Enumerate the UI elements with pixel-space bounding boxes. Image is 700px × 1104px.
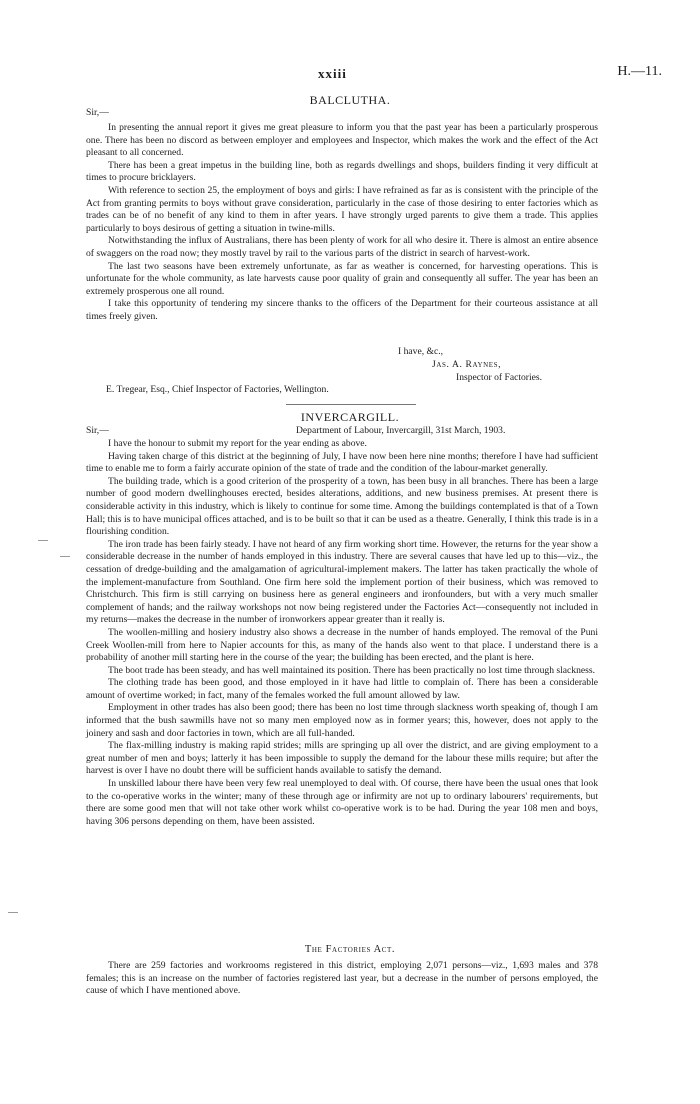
paragraph: The iron trade has been fairly steady. I have not heard of any firm working short time. However, the returns for the year show a considerable decrease in the number of hands employed in this industry. There are several causes that have led up to this—viz., the cessation of dredge-building and the amalgamation of agricultural-implement makers. The latter has taken practically the whole of the implement-manufacture from Southland. One firm here sold the implement portion of their business, which was removed to Christchurch. This firm is still carrying on business here as general engineers and ironfounders, but with a very much smaller complement of hands; and the railway workshops not now being registered under the Factories Act—consequently not included in my returns—makes the decrease in the number of ironworkers appear greater than it really is. (86, 538, 598, 626)
paragraph: With reference to section 25, the employment of boys and girls: I have refrained as far as is consistent with the principle of the Act from granting permits to boys without grave consideration, particularly in the case of those desiring to enter factories which as trades can be of no benefit of any kind to them in after years. I have strongly urged parents to give them a trade. This applies particularly to boys desirous of getting a situation in twine-mills. (86, 184, 598, 234)
paragraph: Notwithstanding the influx of Australians, there has been plenty of work for all who desire it. There is almost an entire absence of swaggers on the road now; they mostly travel by rail to the various parts of the district in search of harvest-work. (86, 235, 598, 259)
scan-mark (60, 556, 70, 557)
page-number: xxiii (318, 66, 347, 81)
paragraph: The last two seasons have been extremely unfortunate, as far as weather is concerned, for harvesting operations. This is unfortunate for the whole community, as late harvests cause poor quality of grain and consequently all suffer. The year has been an extremely prosperous one all round. (86, 260, 598, 297)
paragraph: Employment in other trades has also been good; there has been no lost time through slackness worth speaking of, though I am informed that the bush sawmills have not so many men employed now as in former years; this, however, does not apply to the joinery and sash and door factories in town, which are all full-handed. (86, 702, 598, 739)
paragraph: The woollen-milling and hosiery industry also shows a decrease in the number of hands employed. The removal of the Puni Creek Woollen-mill from here to Napier accounts for this, as many of the hands also went to that place. I understand there is a probability of another mill starting here in the course of the year; the building has been erected, and the plant is here. (86, 626, 598, 664)
section-title-balclutha: BALCLUTHA. (309, 93, 391, 107)
scan-mark (38, 540, 48, 541)
paragraph: The boot trade has been steady, and has well maintained its position. There has been practically no lost time through slackness. (108, 664, 596, 676)
subheading-factories-act: The Factories Act. (304, 944, 396, 955)
paragraph: The clothing trade has been good, and those employed in it have had little to complain of. There has been a considerable amount of overtime worked; in fact, many of the females worked the full amount allowed by law. (86, 677, 598, 701)
signature-title: Inspector of Factories. (456, 372, 543, 383)
factories-act-body (86, 960, 598, 998)
paragraph: I take this opportunity of tendering my sincere thanks to the officers of the Department for their courteous assistance at all times freely given. (86, 298, 598, 322)
scan-mark (8, 912, 18, 913)
paragraph: The flax-milling industry is making rapid strides; mills are springing up all over the district, and are giving employment to a great number of men and boys; latterly it has been impossible to supply the demand for the labour these mills require; but after the harvest is over I have no doubt there will be sufficient hands available to satisfy the demand. (86, 740, 598, 777)
paragraph: In presenting the annual report it gives me great pleasure to inform you that the past year has been a particularly prosperous one. There has been no discord as between employer and employees and Inspector, which makes the work and the effect of the Act pleasant to all concerned. (86, 122, 598, 159)
paragraph: There has been a great impetus in the building line, both as regards dwellings and shops, builders finding it very difficult at times to procure bricklayers. (86, 159, 598, 184)
paragraph: The building trade, which is a good criterion of the prosperity of a town, has been busy in all branches. There has been a large number of good modern dwellinghouses erected, besides alterations, additions, and new business premises. At present there is considerable activity in this industry, which is likely to continue for some time. Among the buildings contemplated is that of a Town Hall; this is to have municipal offices attached, and is to be built so that it can be used as a theatre. Generally, I think this trade is in a flourishing condition. (86, 475, 598, 538)
dateline: Department of Labour, Invercargill, 31st March, 1903. (296, 425, 506, 436)
paragraph: I have the honour to submit my report for the year ending as above. (108, 438, 367, 449)
salutation: Sir,— (86, 107, 109, 118)
signature-name: Jas. A. Raynes, (432, 359, 502, 370)
balclutha-body (86, 122, 598, 324)
addressee: E. Tregear, Esq., Chief Inspector of Factories, Wellington. (106, 384, 329, 395)
section-title-invercargill: INVERCARGILL. (300, 410, 400, 424)
section-divider (286, 404, 416, 405)
closing: I have, &c., (398, 346, 444, 357)
paragraph: Having taken charge of this district at the beginning of July, I have now been here nine months; therefore I have had sufficient time to enable me to form a fairly accurate opinion of the state of trade and the condition of the labour-market generally. (86, 450, 598, 475)
paragraph: There are 259 factories and workrooms registered in this district, employing 2,071 persons—viz., 1,693 males and 378 females; this is an increase on the number of factories registered last year, but a decrease in the number of persons employed, the cause of which I have mentioned above. (86, 960, 598, 997)
invercargill-body (86, 438, 598, 828)
document-reference: H.—11. (617, 64, 662, 79)
salutation: Sir,— (86, 425, 109, 436)
paragraph: In unskilled labour there have been very few real unemployed to deal with. Of course, there have been the usual ones that look to the co-operative works in the winter; many of these through age or infirmity are not up to ordinary labourers' requirements, but there are some good men that will not take other work whilst co-operative work is to be had. During the year 108 men and boys, having 306 persons depending on them, have been assisted. (86, 778, 598, 827)
